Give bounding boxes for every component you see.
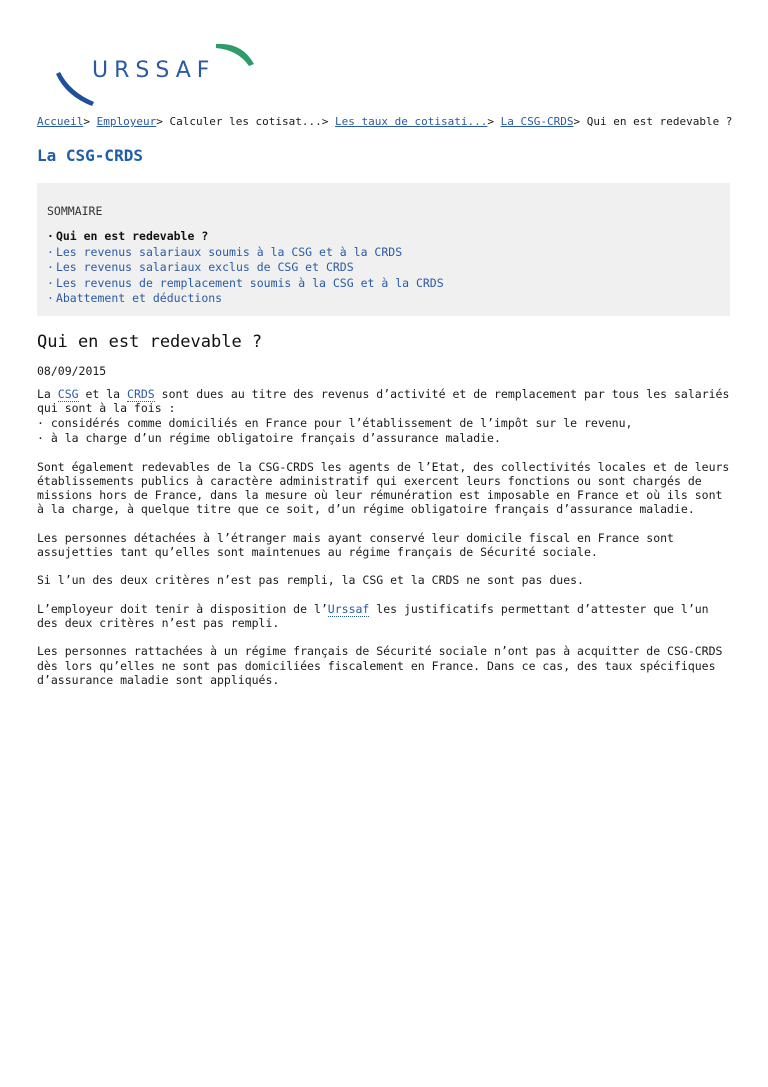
- bullet-icon: ·: [37, 430, 51, 445]
- bullet-icon: ·: [47, 229, 54, 243]
- list-item: · considérés comme domiciliés en France pour l’établissement de l’impôt sur le revenu,: [37, 415, 633, 430]
- bullet-icon: ·: [47, 260, 54, 274]
- urssaf-link[interactable]: Urssaf: [327, 601, 370, 616]
- breadcrumb-calculer: Calculer les cotisat...: [169, 115, 322, 128]
- breadcrumb-separator: >: [487, 115, 501, 128]
- paragraph-rattachees: Les personnes rattachées à un régime français de Sécurité sociale n’ont pas à acquitter de CSG-CRDS dès lors qu’elles ne sont pas domiciliées fiscalement en France. Dans ce cas, des taux spécifiques d’assurance maladie sont appliqués.: [37, 644, 723, 687]
- summary-title: SOMMAIRE: [47, 204, 103, 218]
- publication-date: 08/09/2015: [37, 364, 107, 378]
- breadcrumb-taux[interactable]: Les taux de cotisati...: [335, 115, 488, 128]
- bullet-icon: ·: [37, 415, 51, 430]
- paragraph-employeur: L’employeur doit tenir à disposition de l’Urssaf les justificatifs permettant d’attester que l’un des deux critères n’est pas rempli.: [37, 601, 709, 630]
- logo-text: URSSAF: [92, 58, 216, 83]
- crds-link[interactable]: CRDS: [127, 387, 155, 401]
- summary-item-revenus-exclus[interactable]: · Les revenus salariaux exclus de CSG et CRDS: [47, 260, 354, 274]
- bullet-icon: ·: [47, 244, 54, 259]
- summary-item-revenus-soumis[interactable]: · Les revenus salariaux soumis à la CSG et à la CRDS: [47, 244, 403, 259]
- urssaf-logo[interactable]: [56, 36, 256, 106]
- breadcrumb-accueil[interactable]: Accueil: [37, 115, 84, 128]
- paragraph-agents-etat: Sont également redevables de la CSG-CRDS les agents de l’Etat, des collectivités locales et de leurs établissements publics à caractère administratif qui exercent leurs fonctions ou sont chargés de missions hors de France, dans la mesure où leur rémunération est imposable en France et où ils sont à la charge, à quelque titre que ce soit, d’un régime obligatoire français d’assurance maladie.: [37, 459, 730, 517]
- summary-item-abattement[interactable]: · Abattement et déductions: [47, 291, 223, 305]
- breadcrumb-csg-crds[interactable]: La CSG-CRDS: [500, 115, 574, 128]
- summary-box: [37, 183, 730, 316]
- csg-link[interactable]: CSG: [57, 387, 79, 401]
- breadcrumb-current: Qui en est redevable ?: [586, 115, 733, 128]
- breadcrumb-separator: >: [156, 115, 170, 128]
- paragraph-criteres: Si l’un des deux critères n’est pas rempli, la CSG et la CRDS ne sont pas dues.: [37, 573, 584, 588]
- breadcrumb-employeur[interactable]: Employeur: [96, 115, 157, 128]
- section-title: Qui en est redevable ?: [37, 332, 263, 352]
- criteria-list: [37, 416, 732, 446]
- bullet-icon: ·: [47, 291, 54, 305]
- paragraph-intro: La CSG et la CRDS sont dues au titre des revenus d’activité et de remplacement par tous les salariés qui sont à la fois :: [37, 387, 730, 416]
- list-item: · à la charge d’un régime obligatoire français d’assurance maladie.: [37, 430, 501, 445]
- summary-list: [47, 229, 720, 307]
- page-title: La CSG-CRDS: [37, 146, 143, 165]
- breadcrumb-separator: >: [321, 115, 336, 128]
- breadcrumb-separator: >: [83, 115, 97, 128]
- breadcrumb: [37, 115, 737, 129]
- breadcrumb-separator: >: [573, 115, 587, 128]
- article-body: [37, 387, 732, 701]
- bullet-icon: ·: [47, 275, 54, 290]
- paragraph-detaches: Les personnes détachées à l’étranger mais ayant conservé leur domicile fiscal en France sont assujetties tant qu’elles sont maintenues au régime français de Sécurité sociale.: [37, 530, 674, 560]
- summary-item-redevable[interactable]: · Qui en est redevable ?: [47, 229, 209, 243]
- summary-item-remplacement[interactable]: · Les revenus de remplacement soumis à la CSG et à la CRDS: [47, 275, 444, 290]
